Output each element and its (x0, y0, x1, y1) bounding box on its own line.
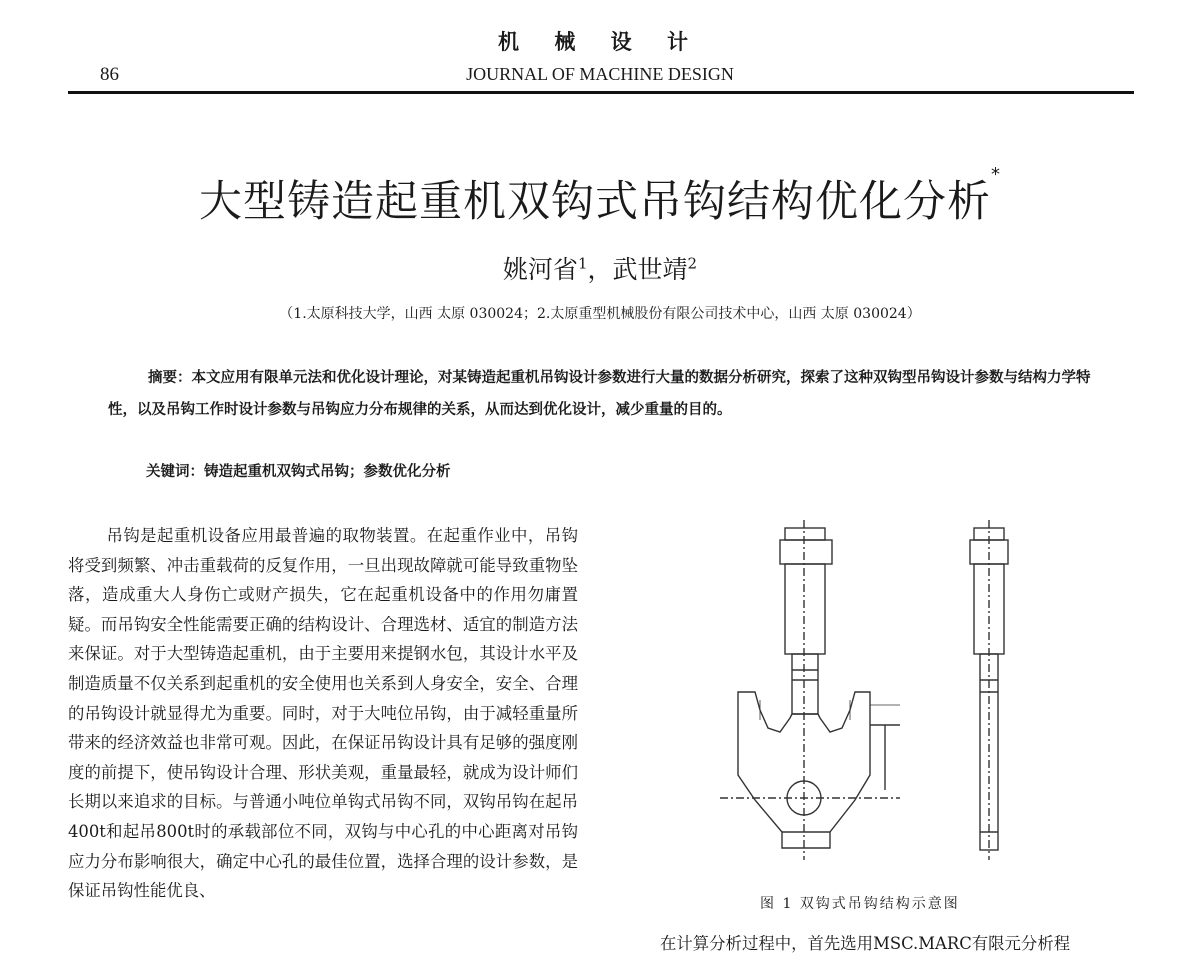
header-rule (68, 91, 1134, 94)
author-separator: ， (587, 255, 613, 284)
hook-side-view (970, 520, 1008, 860)
title-text: 大型铸造起重机双钩式吊钩结构优化分析 (199, 177, 991, 227)
authors (0, 250, 1200, 286)
author-2: 武世靖 (612, 255, 688, 284)
author-1: 姚河省 (502, 255, 578, 284)
right-column-text: 在计算分析过程中，首先选用MSC.MARC有限元分析程 (660, 934, 1071, 953)
keywords-text: 铸造起重机双钩式吊钩；参数优化分析 (204, 463, 451, 480)
abstract (108, 362, 1098, 426)
hook-front-view (720, 520, 900, 860)
body-paragraph (68, 521, 578, 906)
journal-name-cn: 机 械 设 计 (498, 29, 702, 54)
keywords-label: 关键词： (146, 463, 204, 480)
journal-name-en: JOURNAL OF MACHINE DESIGN (466, 64, 734, 84)
affiliations: （1.太原科技大学，山西 太原 030024；2.太原重型机械股份有限公司技术中心，山西 太原 030024） (279, 306, 921, 322)
page-number: 86 (100, 64, 119, 85)
title-footnote-mark: * (991, 164, 1001, 185)
abstract-text: 本文应用有限单元法和优化设计理论，对某铸造起重机吊钩设计参数进行大量的数据分析研究，探索了这种双钩型吊钩设计参数与结构力学特性，以及吊钩工作时设计参数与吊钩应力分布规律的关系，从而达到优化设计，减少重量的目的。 (108, 369, 1091, 418)
author-1-affil: 1 (577, 254, 588, 273)
figure-caption: 图 1 双钩式吊钩结构示意图 (760, 896, 960, 912)
abstract-label: 摘要： (148, 369, 192, 386)
author-2-affil: 2 (687, 254, 698, 273)
article-title (0, 164, 1200, 229)
body-text: 吊钩是起重机设备应用最普遍的取物装置。在起重作业中，吊钩将受到频繁、冲击重载荷的反复作用，一旦出现故障就可能导致重物坠落，造成重大人身伤亡或财产损失，它在起重机设备中的作用勿庸置疑。而吊钩安全性能需要正确的结构设计、合理选材、适宜的制造方法来保证。对于大型铸造起重机，由于主要用来提钢水包，其设计水平及制造质量不仅关系到起重机的安全使用也关系到人身安全，安全、合理的吊钩设计就显得尤为重要。同时，对于大吨位吊钩，由于减轻重量所带来的经济效益也非常可观。因此，在保证吊钩设计具有足够的强度刚度的前提下，使吊钩设计合理、形状美观，重量最轻，就成为设计师们长期以来追求的目标。与普通小吨位单钩式吊钩不同，双钩吊钩在起吊400t和起吊800t时的承载部位不同，双钩与中心孔的中心距离对吊钩应力分布影响很大，确定中心孔的最佳位置，选择合理的设计参数，是保证吊钩性能优良、 (68, 526, 578, 901)
hook-structure-figure (700, 520, 1040, 870)
keywords (146, 460, 451, 481)
